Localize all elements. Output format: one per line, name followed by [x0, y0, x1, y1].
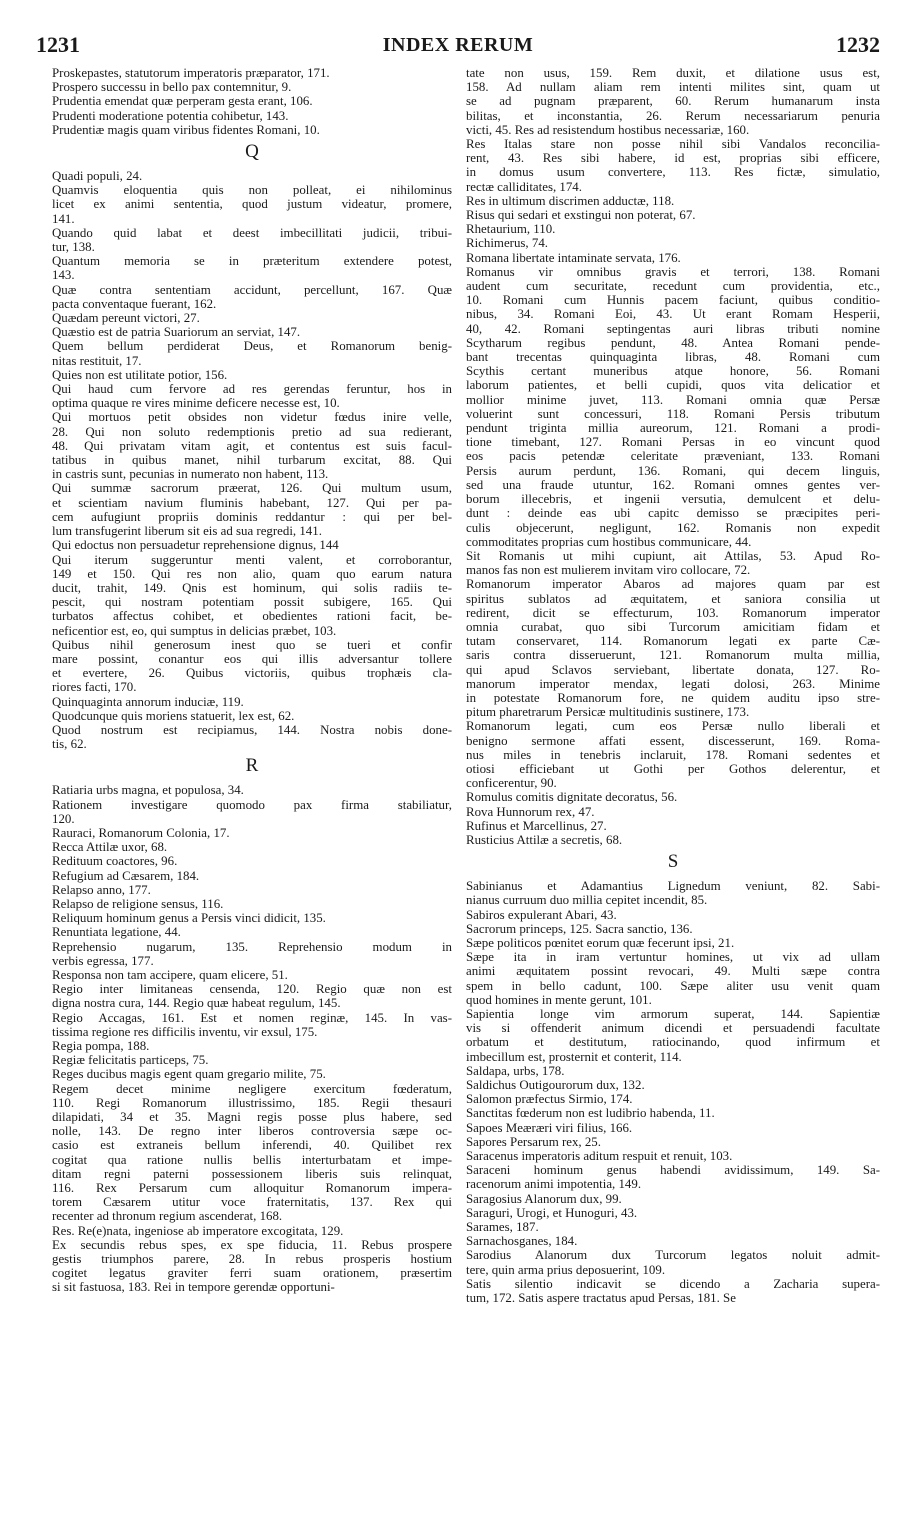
index-line: borum illecebris, et ingenii versutia, demulcent et delu-: [466, 492, 880, 507]
index-line: ducit, trahit, 149. Qnis est hominum, qui solis radiis te-: [52, 580, 452, 595]
index-line: turbatos affectus cohibet, et obedientes rationi facit, be-: [52, 609, 452, 624]
index-line: voluerint sunt concessuri, 118. Romani Persis tributum: [466, 406, 880, 421]
index-line: Qui summæ sacrorum præerat, 126. Qui multum usum,: [52, 481, 452, 496]
index-line: Quadi populi, 24.: [52, 169, 143, 184]
page-number-left: 1231: [36, 32, 80, 57]
index-line: Sarnachosganes, 184.: [466, 1234, 578, 1249]
index-line: Salomon præfectus Sirmio, 174.: [466, 1092, 633, 1107]
index-line: racenorum animi impotentia, 149.: [466, 1177, 642, 1192]
index-line: Saldapa, urbs, 178.: [466, 1063, 565, 1078]
index-line: Qui haud cum fervore ad res gerendas feruntur, hos in: [52, 382, 452, 397]
index-line: culis objecerunt, negligunt, 162. Romanis non expedit: [466, 520, 880, 535]
index-line: animi æquitatem possint revocari, 49. Multi sæpe contra: [466, 964, 880, 979]
index-line: Persis aurum perdunt, 136. Romani, qui decem linguis,: [466, 463, 880, 478]
index-line: Scytharum regibus pendunt, 48. Antea Romani pende-: [466, 335, 880, 350]
page-header: [0, 32, 916, 66]
index-line: rectæ calliditates, 174.: [466, 179, 582, 194]
index-line: 116. Rex Persarum cum alloquitur Romanorum impera-: [52, 1181, 452, 1196]
index-line: Sit Romanis ut mihi cupiunt, ait Attilas, 53. Apud Ro-: [466, 548, 880, 563]
index-line: Regem decet minime negligere exercitum fœderatum,: [52, 1081, 452, 1096]
index-line: omnia curabat, quo sibi Turcorum amicitiam fidam et: [466, 619, 880, 634]
index-line: Risus qui sedari et exstingui non poterat, 67.: [466, 208, 696, 223]
index-line: Rusticius Attilæ a secretis, 68.: [466, 832, 623, 847]
index-line: 120.: [52, 811, 75, 826]
index-line: in castris sunt, pecunias in numerato non habent, 113.: [52, 467, 329, 482]
index-line: qui apud Sclavos serviebant, libertate donata, 127. Ro-: [466, 662, 880, 677]
index-line: dilapidati, 34 et 35. Magni regis posse plus habere, sed: [52, 1110, 452, 1125]
index-line: 149 et 150. Qui res non alio, quam quo earum natura: [52, 566, 452, 581]
index-line: Relapso anno, 177.: [52, 882, 151, 897]
index-line: Quibus nihil generosum inest quo se tueri et confir: [52, 637, 452, 652]
index-line: audent cum securitate, recedunt cum providentia, etc.,: [466, 279, 880, 294]
index-line: cem aufugiunt propriis dominis reddantur : qui per bel-: [52, 509, 452, 524]
index-line: tutam conservaret, 114. Romanorum legati ex parte Cæ-: [466, 634, 880, 649]
index-line: nitas restituit, 17.: [52, 353, 142, 368]
index-line: pitum pharetrarum Persicæ multitudinis sustinere, 173.: [466, 705, 750, 720]
index-line: cogitat qua ratione nullis bellis interturbatam et impe-: [52, 1152, 452, 1167]
index-line: Romanorum imperator Abaros ad majores quam par est: [466, 577, 880, 592]
index-line: Sarodius Alanorum dux Turcorum legatos noluit admit-: [466, 1248, 880, 1263]
index-line: vis si offenderit animum dicendi et persuadendi facultate: [466, 1021, 880, 1036]
index-line: lum transfugerint liberum sit eis ad sua regredi, 141.: [52, 524, 322, 539]
index-line: Res. Re(e)nata, ingeniose ab imperatore excogitata, 129.: [52, 1223, 344, 1238]
index-line: Rationem investigare quomodo pax firma stabiliatur,: [52, 797, 452, 812]
index-line: Sapores Persarum rex, 25.: [466, 1134, 601, 1149]
index-line: victi, 45. Res ad resistendum hostibus necessariæ, 160.: [466, 122, 750, 137]
index-line: bilitas, et inconstantia, 26. Rerum necessariarum penuria: [466, 108, 880, 123]
section-letter: Q: [245, 141, 259, 163]
index-line: manos fas non est mulierem invitam viro collocare, 72.: [466, 563, 751, 578]
index-line: Romanus vir omnibus gravis et terrori, 138. Romani: [466, 264, 880, 279]
index-line: Quamvis eloquentia quis non polleat, ei nihilominus: [52, 183, 452, 198]
index-line: Refugium ad Cæsarem, 184.: [52, 868, 200, 883]
index-line: tione timebant, 127. Romani Persas in eo vincunt quod: [466, 435, 880, 450]
index-line: Sabiros expulerant Abari, 43.: [466, 907, 617, 922]
index-line: tissima regione res difficilis inventu, vir exsul, 175.: [52, 1024, 318, 1039]
index-line: Renuntiata legatione, 44.: [52, 925, 181, 940]
index-line: saris contra disseruerunt, 121. Romanorum multa millia,: [466, 648, 880, 663]
index-line: conficerentur, 90.: [466, 776, 557, 791]
index-line: Sæpe ita in iram vertuntur homines, ut vix ad ullam: [466, 950, 880, 965]
index-line: 141.: [52, 211, 75, 226]
index-line: Recca Attilæ uxor, 68.: [52, 840, 168, 855]
right-column: [466, 66, 880, 1305]
index-line: Quæstio est de patria Suariorum an serviat, 147.: [52, 325, 301, 340]
index-line: Prospero successu in bello pax contemnitur, 9.: [52, 80, 292, 95]
index-line: mollior minime juvet, 113. Romani omnia quæ Persæ: [466, 392, 880, 407]
index-line: pendunt triginta millia aureorum, 121. Romani a prodi-: [466, 421, 880, 436]
index-line: Qui edoctus non persuadetur reprehensione dignus, 144: [52, 538, 339, 553]
index-line: tur, 138.: [52, 240, 95, 255]
index-line: digna nostra cura, 144. Regio quæ habeat regulum, 145.: [52, 996, 341, 1011]
index-line: Sapientia longe vim armorum superat, 144. Sapientiæ: [466, 1007, 880, 1021]
index-line: mare possint, conantur eos qui illis adversantur tollere: [52, 651, 452, 666]
index-line: laborum patientes, et belli cupidi, quos vita delicatior et: [466, 378, 880, 393]
index-line: tate non usus, 159. Rem duxit, et dilatione usus est,: [466, 66, 880, 80]
index-line: orbatum et destitutum, ratiocinando, quod infirmum et: [466, 1035, 880, 1050]
index-line: Prudentia emendat quæ perperam gesta erant, 106.: [52, 94, 313, 109]
index-line: Quando quid labat et deest imbecillitati judicii, tribui-: [52, 225, 452, 240]
index-line: in potestate Romanorum fore, ne quidem auditu ipso stre-: [466, 690, 880, 705]
index-line: licet ex animi sententia, quod justum videatur, promere,: [52, 197, 452, 212]
index-line: Res Italas stare non posse nihil sibi Vandalos reconcilia-: [466, 137, 880, 152]
index-line: Res in ultimum discrimen adductæ, 118.: [466, 193, 675, 208]
index-line: Saraguri, Urogi, et Hunoguri, 43.: [466, 1205, 638, 1220]
index-line: sed una fraude utuntur, 162. Romani omnes gentes ver-: [466, 477, 880, 492]
index-line: otiosi efficiebant ut Gothi per Gothos delerentur, et: [466, 761, 880, 776]
index-line: tere, quin arma prius deposuerint, 109.: [466, 1262, 666, 1277]
index-line: Regiæ felicitatis particeps, 75.: [52, 1053, 209, 1068]
page-number-right: 1232: [836, 32, 880, 57]
index-line: riores facti, 170.: [52, 680, 137, 695]
index-line: Sacrorum princeps, 125. Sacra sanctio, 136.: [466, 921, 693, 936]
index-line: Prudenti moderatione potentia cohibetur, 143.: [52, 108, 289, 123]
index-line: commoditates proprias cum hostibus communicare, 44.: [466, 534, 752, 549]
index-line: nibus, 34. Romani Eoi, 43. Ut erant Romam Hesperii,: [466, 307, 880, 322]
index-line: 143.: [52, 268, 75, 283]
index-line: Ex secundis rebus spes, ex spe fiducia, 11. Rebus prospere: [52, 1237, 452, 1252]
index-line: Quod nostrum est recipiamus, 144. Nostra nobis done-: [52, 722, 452, 737]
index-line: Saldichus Outigourorum dux, 132.: [466, 1078, 645, 1093]
index-line: Romulus comitis dignitate decoratus, 56.: [466, 790, 678, 805]
index-line: Sæpe politicos pœnitet eorum quæ fecerunt ipsi, 21.: [466, 935, 735, 950]
page-title: INDEX RERUM: [382, 34, 534, 56]
index-line: 28. Qui non soluto redemptionis pretio ad sua redierant,: [52, 424, 452, 439]
index-line: quod homines in mente gerunt, 101.: [466, 992, 652, 1007]
index-line: Regio Accagas, 161. Est et nomen reginæ, 145. In vas-: [52, 1010, 452, 1025]
left-column: [52, 66, 452, 1295]
index-line: Sapoes Meæræri viri filius, 166.: [466, 1120, 633, 1135]
index-line: casio est extraneis bellum inferendi, 40. Quilibet rex: [52, 1138, 452, 1153]
index-line: Rauraci, Romanorum Colonia, 17.: [52, 825, 230, 840]
index-line: Redituum coactores, 96.: [52, 854, 178, 869]
index-line: manorum imperator mendax, legati dolosi, 263. Minime: [466, 676, 880, 691]
index-line: in domus usum convertere, 113. Res fictæ, simulatio,: [466, 165, 880, 180]
index-line: Qui mortuos petit obsides non videtur fœdus inire velle,: [52, 410, 452, 425]
index-line: Saraceni hominum genus habendi avidissimum, 149. Sa-: [466, 1163, 880, 1178]
index-line: 158. Ad nullam aliam rem intenti milites sint, quam ut: [466, 80, 880, 95]
index-line: redirent, dicit se effecturum, 103. Romanorum imperator: [466, 605, 880, 620]
index-line: nus miles in tenebris inclaruit, 178. Romani sedentes et: [466, 747, 880, 762]
index-line: Reprehensio nugarum, 135. Reprehensio modum in: [52, 939, 452, 954]
index-line: verbis egressa, 177.: [52, 953, 154, 968]
section-letter: R: [245, 755, 259, 777]
index-line: rent, 43. Res sibi habere, id est, proprias sibi efficere,: [466, 151, 880, 166]
index-line: Rova Hunnorum rex, 47.: [466, 804, 595, 819]
index-line: Quantum memoria se in præteritum extendere potest,: [52, 254, 452, 269]
index-line: Quædam pereunt victori, 27.: [52, 311, 200, 326]
index-line: tum, 172. Satis aspere tractatus apud Persas, 181. Se: [466, 1291, 736, 1306]
index-line: cogitet legatus graviter ferri suam orationem, præsertim: [52, 1266, 452, 1281]
index-line: Sabinianus et Adamantius Lignedum veniunt, 82. Sabi-: [466, 879, 880, 894]
index-line: Regia pompa, 188.: [52, 1039, 150, 1053]
index-line: et evertere, 26. Quibus victoriis, quibus trophæis cla-: [52, 666, 452, 681]
section-letter: S: [667, 851, 679, 873]
index-line: eos pacis petendæ celeritate præveniant, 133. Romani: [466, 449, 880, 464]
index-line: ditam regni paterni possessionem liberis suis relinquat,: [52, 1166, 452, 1181]
index-line: spem in bello cadunt, 100. Sæpe aliter usu venit quam: [466, 978, 880, 993]
index-line: Quies non est utilitate potior, 156.: [52, 367, 228, 382]
index-line: bant trecentas quinquaginta libras, 48. Romani cum: [466, 350, 880, 365]
index-line: nianus curruum duo millia cepitet incendit, 85.: [466, 893, 708, 908]
index-line: Saracenus imperatoris aditum respuit et renuit, 103.: [466, 1149, 733, 1164]
index-line: Sanctitas fœderum non est ludibrio habenda, 11.: [466, 1106, 715, 1121]
index-line: Proskepastes, statutorum imperatoris præparator, 171.: [52, 66, 330, 80]
index-line: Reliquum hominum genus a Persis vinci didicit, 135.: [52, 911, 326, 926]
index-line: et scientiam navium fluminis habebant, 127. Qui per pa-: [52, 495, 452, 510]
index-line: Saragosius Alanorum dux, 99.: [466, 1191, 622, 1206]
index-line: si sit fastuosa, 183. Rei in tempore gerendæ opportuni-: [52, 1280, 335, 1295]
index-line: pescit, qui nostram potentiam possit subigere, 165. Qui: [52, 595, 452, 610]
index-line: Romanorum legati, cum eos Persæ nullo liberali et: [466, 719, 880, 734]
index-line: tatibus in quibus manet, nihil turbarum excitat, 88. Qui: [52, 453, 452, 468]
index-line: Ratiaria urbs magna, et populosa, 34.: [52, 783, 244, 798]
index-line: spiritus sublatos ad æquitatem, et saniora consilia ut: [466, 591, 880, 606]
index-line: Prudentiæ magis quam viribus fidentes Romani, 10.: [52, 122, 320, 137]
index-line: torem Cæsarem utitur voce fraternitatis, 137. Rex qui: [52, 1195, 452, 1210]
index-line: gestis triumphos parere, 28. In rebus prosperis hostium: [52, 1252, 452, 1267]
index-line: nolle, 143. De regno inter liberos controversia sæpe oc-: [52, 1124, 452, 1139]
index-line: se ad pugnam præparent, 60. Rerum humanarum insta: [466, 94, 880, 109]
index-line: Scythis certant muneribus atque honore, 56. Romani: [466, 364, 880, 379]
index-line: dunt : deinde eas ubi capitc demisso se præcipites peri-: [466, 506, 880, 521]
index-line: Relapso de religione sensus, 116.: [52, 896, 224, 911]
index-line: benigno sermone affati essent, discesserunt, 169. Roma-: [466, 733, 880, 748]
index-line: Reges ducibus magis egent quam gregario milite, 75.: [52, 1067, 326, 1082]
index-line: 48. Qui privatam vitam agit, et contentus est suis facul-: [52, 438, 452, 453]
index-line: Satis silentio indicavit se dicendo a Zacharia supera-: [466, 1276, 880, 1291]
index-line: optima quaque re vires minime deficere necesse est, 10.: [52, 396, 340, 411]
index-line: Quinquaginta annorum induciæ, 119.: [52, 694, 244, 709]
index-line: 40, 42. Romani septingentas auri libras tributi nomine: [466, 321, 880, 336]
index-line: Quem bellum perdiderat Deus, et Romanorum benig-: [52, 339, 452, 354]
index-line: Responsa non tam accipere, quam elicere, 51.: [52, 967, 288, 982]
index-line: imbecillum est, prosternit et conterit, 114.: [466, 1049, 682, 1064]
index-line: recenter ad thronum regium ascenderat, 168.: [52, 1209, 283, 1224]
index-line: Quodcunque quis moriens statuerit, lex est, 62.: [52, 708, 295, 723]
index-line: Rufinus et Marcellinus, 27.: [466, 818, 607, 833]
index-line: Rhetaurium, 110.: [466, 222, 556, 237]
index-line: Sarames, 187.: [466, 1220, 539, 1235]
index-line: tis, 62.: [52, 737, 87, 752]
index-line: Richimerus, 74.: [466, 236, 548, 251]
index-line: 10. Romani cum Hunnis pacem faciunt, quibus conditio-: [466, 293, 880, 308]
index-line: 110. Regi Romanorum illustrissimo, 185. Regii thesauri: [52, 1095, 452, 1110]
index-line: pacta conventaque fuerant, 162.: [52, 296, 217, 311]
index-line: Romana libertate intaminate servata, 176.: [466, 250, 681, 265]
index-line: Qui iterum suggeruntur menti valent, et corroborantur,: [52, 552, 452, 567]
index-line: neficentior est, eo, qui sumptus in delicias præbet, 103.: [52, 623, 337, 638]
index-line: Quæ contra sententiam accidunt, percellunt, 167. Quæ: [52, 282, 452, 297]
index-line: Regio inter limitaneas censenda, 120. Regio quæ non est: [52, 982, 452, 997]
